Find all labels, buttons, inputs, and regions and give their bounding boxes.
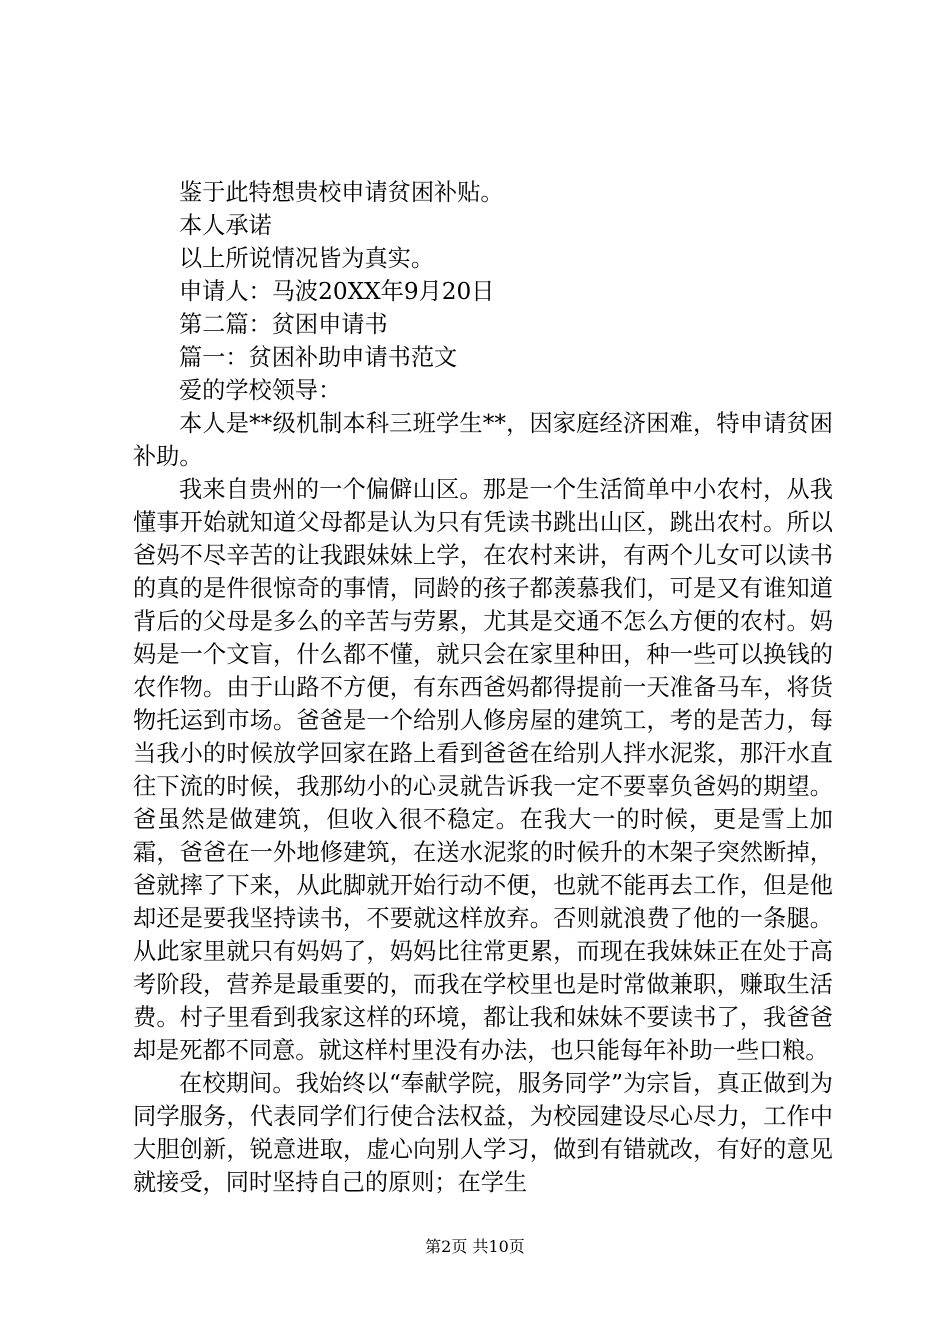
page-footer: 第2页 共10页 xyxy=(425,1237,525,1256)
family-background-paragraph: 我来自贵州的一个偏僻山区。那是一个生活简单中小农村，从我懂事开始就知道父母都是认为只有凭读书跳出山区，跳出农村。所以爸妈不尽辛苦的让我跟妹妹上学，在农村来讲，有两个儿女可以读书的真的是件很惊奇的事情，同龄的孩子都羡慕我们，可是又有谁知道背后的父母是多么的辛苦与劳累，尤其是交通不怎么方便的农村。妈妈是一个文盲，什么都不懂，就只会在家里种田，种一些可以换钱的农作物。由于山路不方便，有东西爸妈都得提前一天准备马车，将货物托运到市场。爸爸是一个给别人修房屋的建筑工，考的是苦力，每当我小的时候放学回家在路上看到爸爸在给别人拌水泥浆，那汗水直往下流的时候，我那幼小的心灵就告诉我一定不要辜负爸妈的期望。爸虽然是做建筑，但收入很不稳定。在我大一的时候，更是雪上加霜，爸爸在一外地修建筑，在送水泥浆的时候升的木架子突然断掉，爸就摔了下来，从此脚就开始行动不便，也就不能再去工作，但是他却还是要我坚持读书，不要就这样放弃。否则就浪费了他的一条腿。从此家里就只有妈妈了，妈妈比往常更累，而现在我妹妹正在处于高考阶段，营养是最重要的，而我在学校里也是时常做兼职，赚取生活费。村子里看到我家这样的环境，都让我和妹妹不要读书了，我爸爸却是死都不同意。就这样村里没有办法，也只能每年补助一些口粮。 xyxy=(133,476,833,1064)
document-body xyxy=(133,176,833,1199)
salutation: 爱的学校领导： xyxy=(179,377,342,404)
pledge-heading: 本人承诺 xyxy=(179,212,272,239)
section-heading: 第二篇：贫困申请书 xyxy=(179,311,388,338)
closing-line: 鉴于此特想贵校申请贫困补贴。 xyxy=(179,179,504,206)
applicant-signature-line: 申请人：马波20XX年9月20日 xyxy=(179,278,495,305)
intro-paragraph: 本人是**级机制本科三班学生**，因家庭经济困难，特申请贫困补助。 xyxy=(133,410,833,470)
article-heading: 篇一：贫困补助申请书范文 xyxy=(179,344,458,371)
school-performance-paragraph: 在校期间。我始终以“奉献学院，服务同学”为宗旨，真正做到为同学服务，代表同学们行使合法权益，为校园建设尽心尽力，工作中大胆创新，锐意进取，虚心向别人学习，做到有错就改，有好的意见就接受，同时坚持自己的原则；在学生 xyxy=(133,1070,833,1196)
pledge-statement: 以上所说情况皆为真实。 xyxy=(179,245,435,272)
